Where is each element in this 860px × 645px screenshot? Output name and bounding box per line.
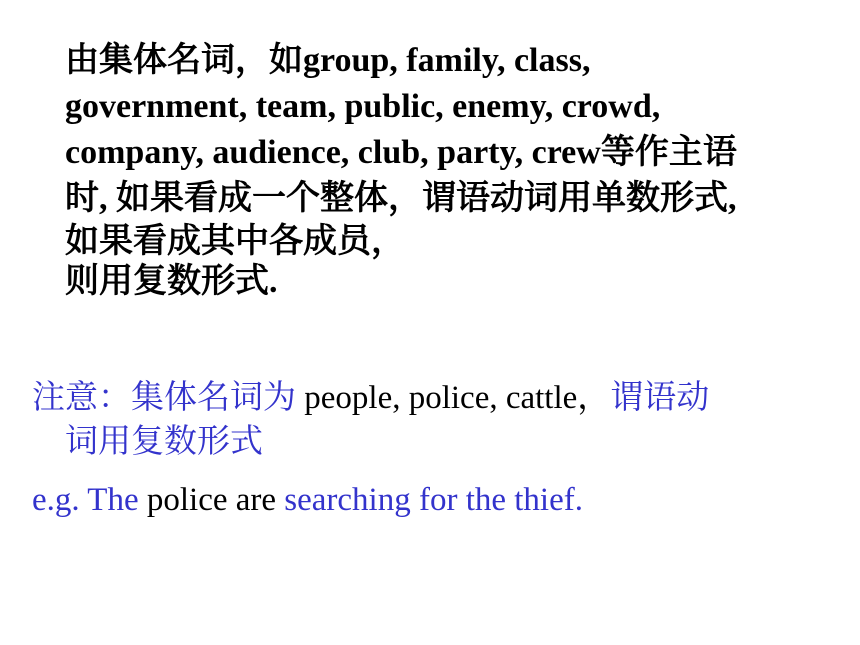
example-part-3: searching for the thief. [284, 482, 583, 518]
note-line-1 [32, 376, 832, 420]
main-paragraph [65, 38, 835, 302]
example-part-2: police are [138, 482, 285, 518]
main-line-2: government, team, public, enemy, crowd, [65, 88, 661, 125]
note-examples: people, police, cattle， [304, 380, 611, 416]
main-line-5: 如果看成其中各成员， [65, 223, 405, 260]
note-paragraph [32, 376, 832, 464]
note-suffix-line1: 谓语动 [610, 380, 710, 416]
note-prefix: 注意：集体名词为 [32, 380, 305, 416]
main-line-4: 时, 如果看成一个整体，谓语动词用单数形式, [65, 180, 737, 217]
main-line-6: 则用复数形式. [65, 263, 278, 300]
note-line-2: 词用复数形式 [65, 424, 263, 460]
main-line-3: company, audience, club, party, crew等作主语 [65, 134, 737, 171]
main-line-1: 由集体名词，如group, family, class, [65, 42, 591, 79]
example-sentence [32, 478, 832, 522]
example-part-1: e.g. The [32, 482, 139, 518]
